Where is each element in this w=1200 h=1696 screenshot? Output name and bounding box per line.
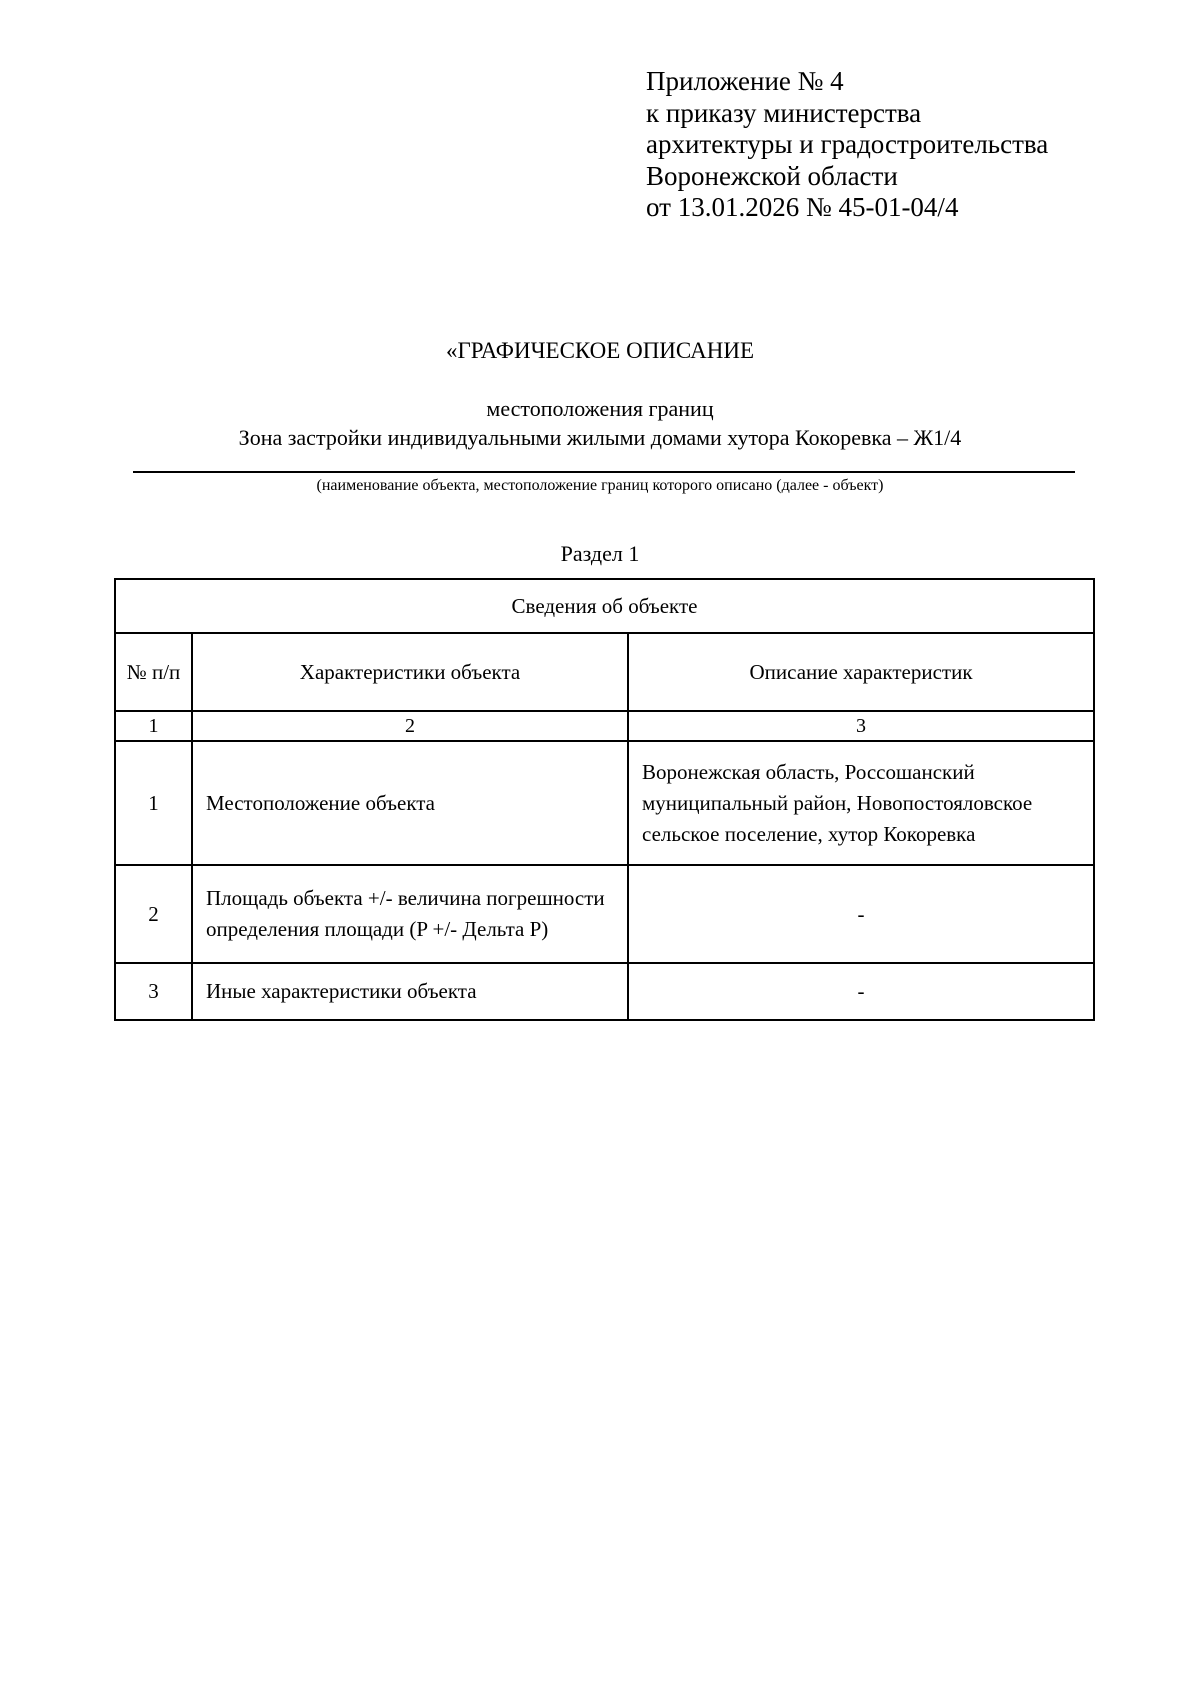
row-characteristic: Площадь объекта +/- величина погрешности определения площади (P +/- Дельта P)	[192, 865, 628, 963]
object-name-underline	[133, 471, 1075, 473]
appendix-line: Воронежской области	[646, 160, 898, 191]
document-subtitle: местоположения границ	[486, 396, 714, 421]
table-row	[115, 741, 1094, 865]
row-number: 1	[115, 741, 192, 865]
row-number: 3	[115, 963, 192, 1020]
column-number: 3	[628, 711, 1094, 741]
row-description: Воронежская область, Россошанский муниципальный район, Новопостояловское сельское поселение, хутор Кокоревка	[628, 741, 1094, 865]
document-title: «ГРАФИЧЕСКОЕ ОПИСАНИЕ	[445, 338, 754, 363]
object-name: Зона застройки индивидуальными жилыми домами хутора Кокоревка – Ж1/4	[238, 425, 962, 450]
row-description: -	[628, 865, 1094, 963]
object-name-caption: (наименование объекта, местоположение границ которого описано (далее - объект)	[316, 477, 884, 494]
row-characteristic: Местоположение объекта	[192, 741, 628, 865]
appendix-line: от 13.01.2026 № 45-01-04/4	[646, 192, 959, 222]
appendix-line: Приложение № 4	[646, 66, 844, 96]
header-characteristics: Характеристики объекта	[192, 633, 628, 711]
row-description: -	[628, 963, 1094, 1020]
header-number: № п/п	[115, 633, 192, 711]
section-heading: Раздел 1	[560, 541, 640, 566]
table-heading-row	[115, 579, 1094, 633]
appendix-line: архитектуры и градостроительства	[646, 129, 1049, 159]
column-numbers-row	[115, 711, 1094, 741]
table-row	[115, 865, 1094, 963]
row-number: 2	[115, 865, 192, 963]
header-description: Описание характеристик	[628, 633, 1094, 711]
table-heading: Сведения об объекте	[115, 579, 1094, 633]
row-characteristic: Иные характеристики объекта	[192, 963, 628, 1020]
column-number: 2	[192, 711, 628, 741]
table-header-row	[115, 633, 1094, 711]
object-info-table	[114, 578, 1095, 1021]
column-number: 1	[115, 711, 192, 741]
table-row	[115, 963, 1094, 1020]
appendix-line: к приказу министерства	[646, 97, 922, 128]
appendix-block	[646, 66, 1048, 224]
